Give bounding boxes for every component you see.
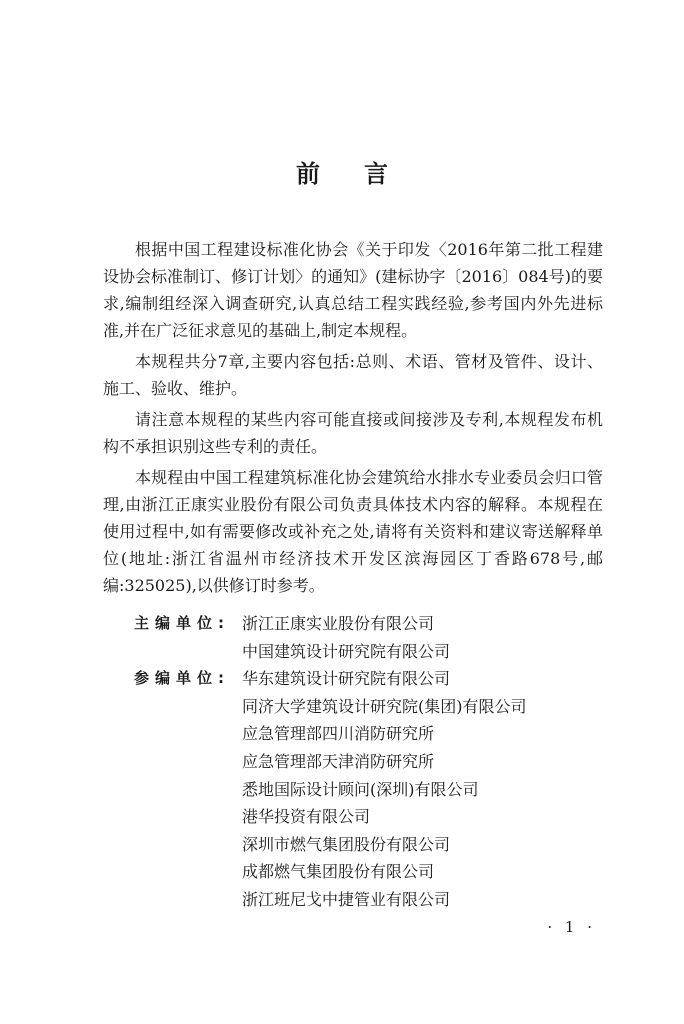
list-item: 中国建筑设计研究院有限公司 — [242, 641, 451, 661]
participating-units-group — [134, 665, 604, 913]
list-item: 港华投资有限公司 — [242, 807, 371, 827]
list-item: 深圳市燃气集团股份有限公司 — [242, 834, 451, 854]
drafting-units — [134, 610, 604, 914]
chief-units-label: 主编单位: — [134, 614, 230, 632]
participating-units-list — [242, 665, 527, 913]
list-item: 应急管理部四川消防研究所 — [242, 724, 435, 744]
list-item: 成都燃气集团股份有限公司 — [242, 862, 435, 882]
chief-units-group — [134, 610, 604, 665]
list-item: 应急管理部天津消防研究所 — [242, 751, 435, 771]
page-number: · 1 · — [547, 918, 596, 936]
paragraph-4: 本规程由中国工程建筑标准化协会建筑给水排水专业委员会归口管理,由浙江正康实业股份有限公司负责具体技术内容的解释。本规程在使用过程中,如有需要修改或补充之处,请将有关资料和建议寄送解释单位(地址:浙江省温州市经济技术开发区滨海园区丁香路678号,邮编:325025),以供修订时参考。 — [103, 468, 603, 595]
page-title: 前言 — [296, 160, 432, 188]
list-item: 华东建筑设计研究院有限公司 — [242, 669, 451, 689]
list-item: 悉地国际设计顾问(深圳)有限公司 — [242, 779, 479, 799]
paragraph-3: 请注意本规程的某些内容可能直接或间接涉及专利,本规程发布机构不承担识别这些专利的责任。 — [103, 410, 603, 456]
list-item: 浙江班尼戈中捷管业有限公司 — [242, 889, 451, 909]
list-item: 浙江正康实业股份有限公司 — [242, 614, 435, 633]
paragraph-1: 根据中国工程建设标准化协会《关于印发〈2016年第二批工程建设协会标准制订、修订计划〉的通知》(建标协字〔2016〕084号)的要求,编制组经深入调查研究,认真总结工程实践经验,参考国内外先进标准,并在广泛征求意见的基础上,制定本规程。 — [103, 240, 603, 340]
preface-body — [103, 236, 603, 603]
paragraph-2: 本规程共分7章,主要内容包括:总则、术语、管材及管件、设计、施工、验收、维护。 — [103, 352, 603, 398]
participating-units-label: 参编单位: — [134, 669, 230, 688]
chief-units-list — [242, 610, 450, 665]
list-item: 同济大学建筑设计研究院(集团)有限公司 — [242, 696, 527, 716]
